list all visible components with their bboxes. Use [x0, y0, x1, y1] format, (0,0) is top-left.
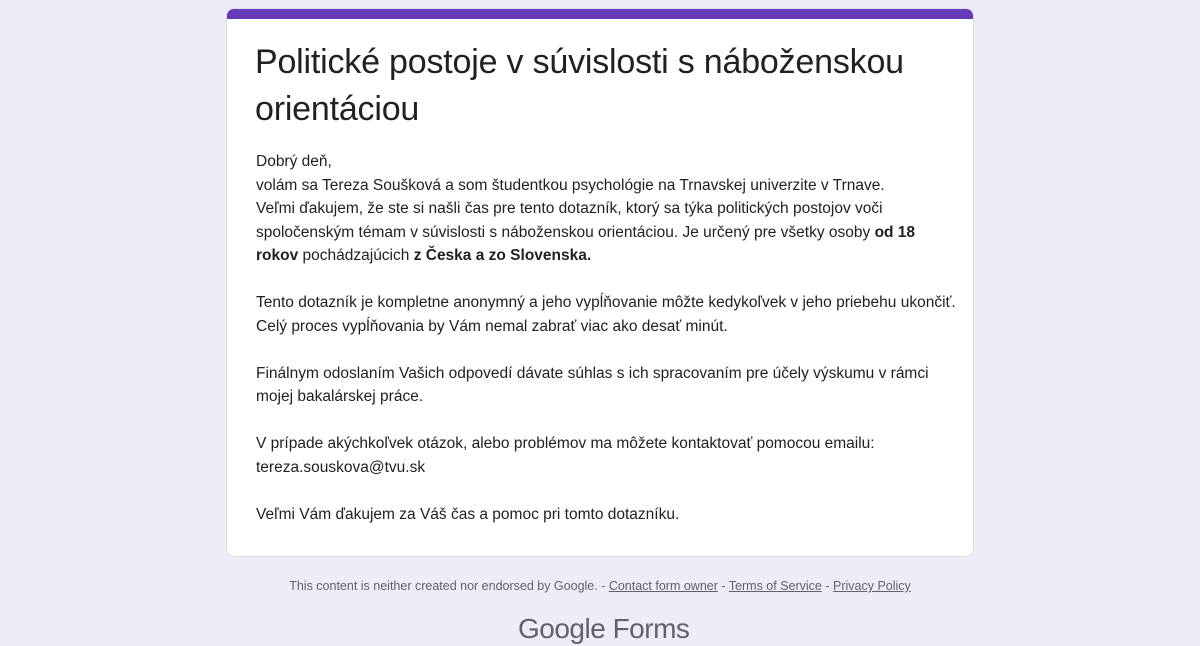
contact-paragraph [256, 432, 956, 479]
form-accent-bar [227, 9, 973, 19]
google-forms-logo[interactable]: Google Forms [518, 613, 690, 644]
age-requirement: od 18 rokov [256, 223, 916, 264]
origin-text: pochádzajúcich [298, 247, 414, 264]
thanks-text: Veľmi ďakujem, že ste si našli čas pre tento dotazník, ktorý sa týka politických postojov voči spoločenským témam v súvislosti s náboženskou orientáciou. Je určený pre všetky osoby [256, 200, 883, 241]
contact-form-owner-link[interactable]: Contact form owner [608, 579, 718, 593]
terms-of-service-link[interactable]: Terms of Service [728, 579, 822, 593]
footer-disclaimer: This content is neither created nor endorsed by Google. - [289, 579, 609, 593]
privacy-policy-link[interactable]: Privacy Policy [833, 579, 911, 593]
form-header-card [226, 8, 974, 557]
consent-paragraph: Finálnym odoslaním Vašich odpovedí dávate súhlas s ich spracovaním pre účely výskumu v rámci mojej bakalárskej práce. [256, 364, 929, 405]
footer-separator: - [717, 579, 729, 593]
form-description [256, 150, 956, 526]
footer-separator: - [821, 579, 833, 593]
greeting-text: Dobrý deň, [256, 153, 332, 170]
form-footer [0, 577, 1200, 595]
closing-paragraph: Veľmi Vám ďakujem za Váš čas a pomoc pri tomto dotazníku. [256, 505, 680, 523]
intro-text: volám sa Tereza Soušková a som študentkou psychológie na Trnavskej univerzite v Trnave. [256, 176, 885, 194]
contact-text: V prípade akýchkoľvek otázok, alebo problémov ma môžete kontaktovať pomocou emailu: [256, 435, 875, 452]
anonymity-paragraph: Tento dotazník je kompletne anonymný a jeho vypĺňovanie môžte kedykoľvek v jeho priebehu ukončiť. Celý proces vypĺňovania by Vám nemal zabrať viac ako desať minút. [256, 294, 956, 335]
countries-requirement: z Česka a zo Slovenska. [413, 247, 592, 264]
form-title: Politické postoje v súvislosti s náboženskou orientáciou [255, 43, 904, 128]
description-intro-paragraph [256, 150, 956, 268]
contact-email: tereza.souskova@tvu.sk [256, 458, 426, 476]
